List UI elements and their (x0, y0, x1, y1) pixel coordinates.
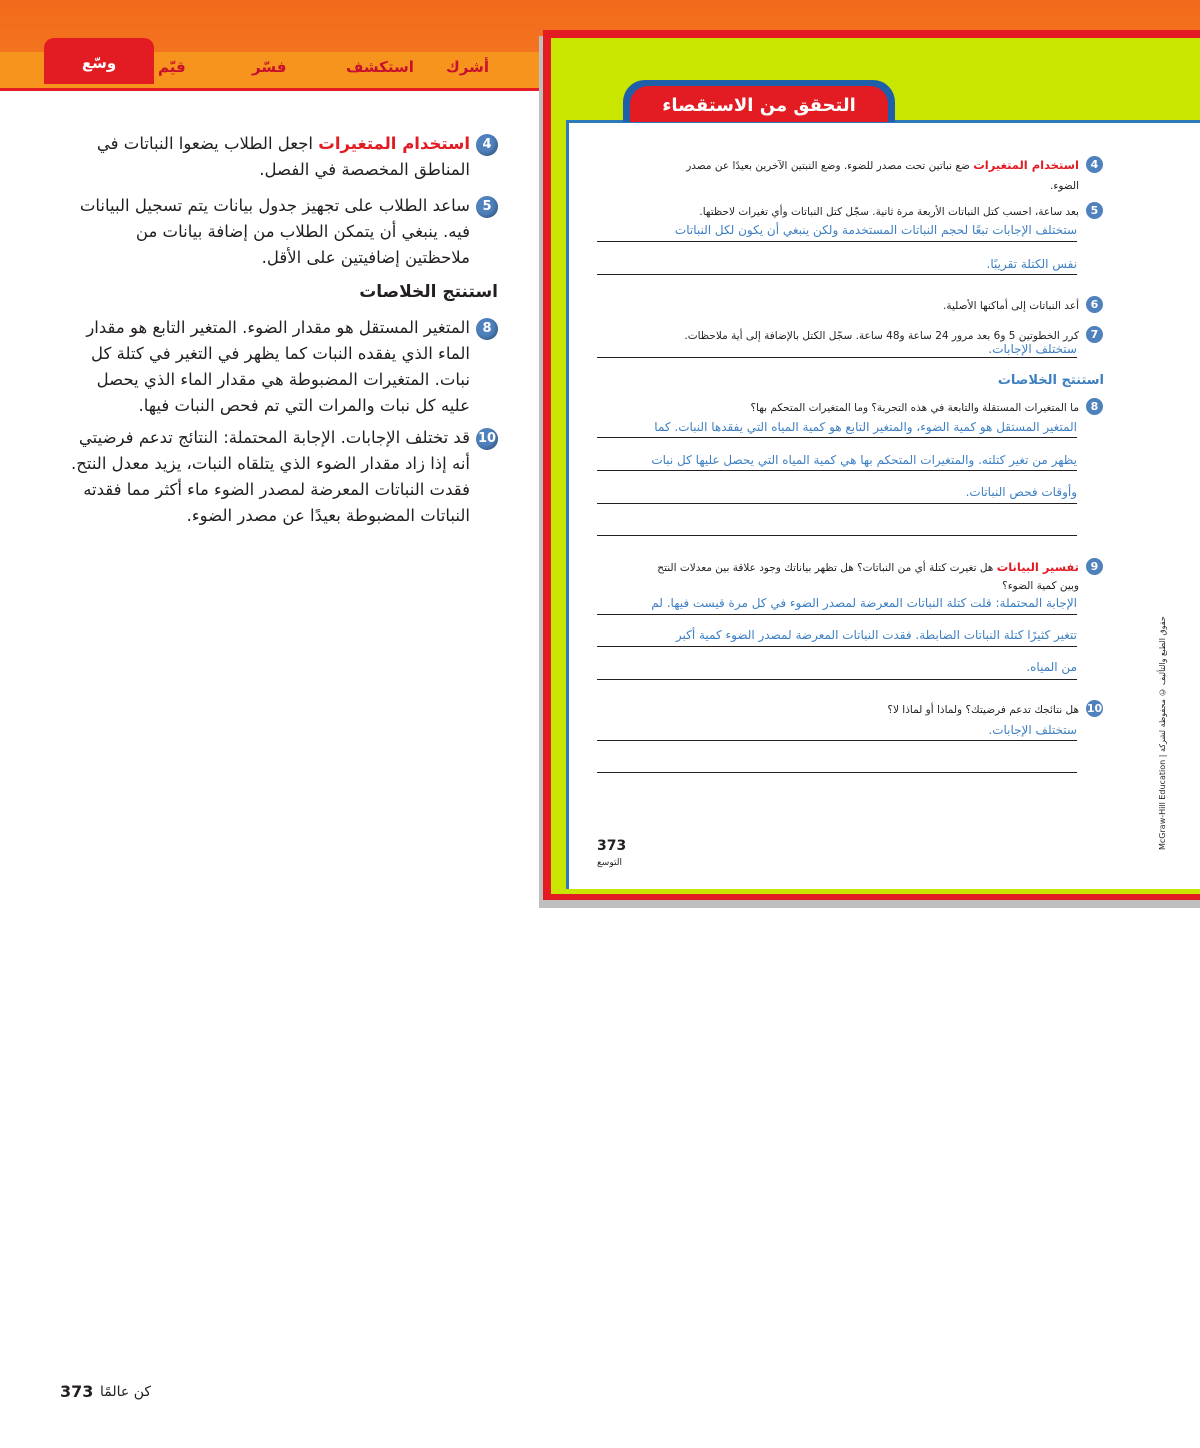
student-page-number: 373 (597, 838, 627, 854)
student-step-7-number: 7 (1086, 326, 1103, 343)
tab-extend[interactable]: وسّع (44, 38, 154, 84)
student-step-8-answer-1: المتغير المستقل هو كمية الضوء، والمتغير التابع هو كمية المياه التي يفقدها النبات. كما (654, 420, 1077, 434)
student-step-8-answer-2: يظهر من تغير كتلته. والمتغيرات المتحكم بها هي كمية المياه التي يحصل عليها كل نبات (651, 453, 1077, 467)
student-step-5: بعد ساعة، احسب كتل النباتات الأربعة مرة ثانية. سجّل كتل النباتات وأي تغيرات لاحظتها. (699, 206, 1079, 218)
answer-line (597, 740, 1077, 741)
student-step-8-answer-3: وأوقات فحص النباتات. (965, 485, 1077, 499)
student-step-9 (597, 560, 1079, 574)
tab-explore[interactable]: استكشف (346, 58, 414, 76)
teacher-step-4-keyword: استخدام المتغيرات (318, 134, 470, 153)
student-step-9-line1: هل تغيرت كتلة أي من النباتات؟ هل تظهر بياناتك وجود علاقة بين معدلات النتح (657, 562, 994, 574)
teacher-step-10-number: 10 (476, 428, 498, 450)
footer-page-number: 373 (60, 1382, 94, 1401)
student-step-4-number: 4 (1086, 156, 1103, 173)
student-step-9-answer-1: الإجابة المحتملة: قلت كتلة النباتات المعرضة لمصدر الضوء في كل مرة قيست فيها. لم (651, 596, 1077, 610)
student-step-7-answer: ستختلف الإجابات. (988, 342, 1077, 356)
answer-line (597, 470, 1077, 471)
tab-explain[interactable]: فسّر (252, 58, 287, 76)
student-page-label: التوسع (597, 858, 622, 868)
answer-line (597, 535, 1077, 536)
student-step-9-answer-3: من المياه. (1026, 660, 1077, 674)
student-step-4 (597, 158, 1079, 172)
teacher-step-4 (78, 131, 470, 183)
answer-line (597, 503, 1077, 504)
answer-line (597, 772, 1077, 773)
answer-line (597, 357, 1077, 358)
tab-underline (0, 88, 548, 91)
student-step-5-number: 5 (1086, 202, 1103, 219)
student-step-4-keyword: استخدام المتغيرات (973, 158, 1079, 172)
answer-line (597, 679, 1077, 680)
teacher-step-8-number: 8 (476, 318, 498, 340)
student-step-6-number: 6 (1086, 296, 1103, 313)
student-step-9-line2: وبين كمية الضوء؟ (1002, 580, 1079, 592)
teacher-step-10: قد تختلف الإجابات. الإجابة المحتملة: النتائج تدعم فرضيتي أنه إذا زاد مقدار الضوء الذي يتلقاه النبات، يزيد معدل النتح. فقدت النباتات المعرضة لمصدر الضوء ماء أكثر مما فقدته النباتات المضبوطة بعيدًا عن مصدر الضوء. (70, 428, 470, 525)
student-step-9-number: 9 (1086, 558, 1103, 575)
teacher-step-5-number: 5 (476, 196, 498, 218)
student-step-4-line2: الضوء. (1050, 180, 1079, 192)
student-step-4-line1: ضع نباتين تحت مصدر للضوء. وضع النبتين الآخرين بعيدًا عن مصدر (686, 160, 970, 172)
answer-line (597, 646, 1077, 647)
student-step-8: ما المتغيرات المستقلة والتابعة في هذه التجربة؟ وما المتغيرات المتحكم بها؟ (750, 402, 1079, 414)
student-step-10-answer: ستختلف الإجابات. (988, 723, 1077, 737)
student-step-9-keyword: تفسير البيانات (996, 560, 1079, 574)
student-step-10: هل نتائجك تدعم فرضيتك؟ ولماذا أو لماذا لا؟ (887, 704, 1079, 716)
lab-check-banner: التحقق من الاستقصاء (630, 86, 888, 122)
student-step-5-answer-1: ستختلف الإجابات تبعًا لحجم النباتات المستخدمة ولكن ينبغي أن يكون لكل النباتات (674, 223, 1077, 237)
tab-evaluate[interactable]: قيّم (158, 58, 186, 76)
student-step-5-answer-2: نفس الكتلة تقريبًا. (986, 257, 1077, 271)
student-step-10-number: 10 (1086, 702, 1103, 715)
student-step-8-number: 8 (1086, 398, 1103, 415)
teacher-heading-conclusions: استنتج الخلاصات (359, 282, 498, 302)
answer-line (597, 274, 1077, 275)
student-step-6: أعد النباتات إلى أماكنها الأصلية. (943, 300, 1079, 312)
answer-line (597, 437, 1077, 438)
teacher-step-5: ساعد الطلاب على تجهيز جدول بيانات يتم تسجيل البيانات فيه. ينبغي أن يتمكن الطلاب من إضافة بيانات من ملاحظتين إضافيتين على الأقل. (79, 196, 470, 267)
student-step-7: كرر الخطوتين 5 و6 بعد مرور 24 ساعة و48 ساعة. سجّل الكتل بالإضافة إلى أية ملاحظات. (684, 330, 1079, 342)
answer-line (597, 241, 1077, 242)
teacher-step-4-number: 4 (476, 134, 498, 156)
tab-engage[interactable]: أشرك (446, 58, 489, 76)
copyright-notice: McGraw-Hill Education | حقوق الطبع والتأليف © محفوظة لشركة (1158, 616, 1167, 850)
student-step-9-answer-2: تتغير كثيرًا كتلة النباتات الضابطة. فقدت النباتات المعرضة لمصدر الضوء كمية أكبر (675, 628, 1077, 642)
student-heading-conclusions: استنتج الخلاصات (997, 373, 1104, 388)
teacher-step-8: المتغير المستقل هو مقدار الضوء. المتغير التابع هو مقدار الماء الذي يفقده النبات كما يظهر في التغير في كتلة كل نبات. المتغيرات المضبوطة هي مقدار الماء الذي يحصل عليه كل نبات والمرات التي تم فحص النبات فيها. (86, 318, 470, 415)
footer-book-title: كن عالمًا (100, 1384, 152, 1400)
teacher-step-4-text: اجعل الطلاب يضعوا النباتات في المناطق المخصصة في الفصل. (96, 134, 470, 179)
answer-line (597, 614, 1077, 615)
